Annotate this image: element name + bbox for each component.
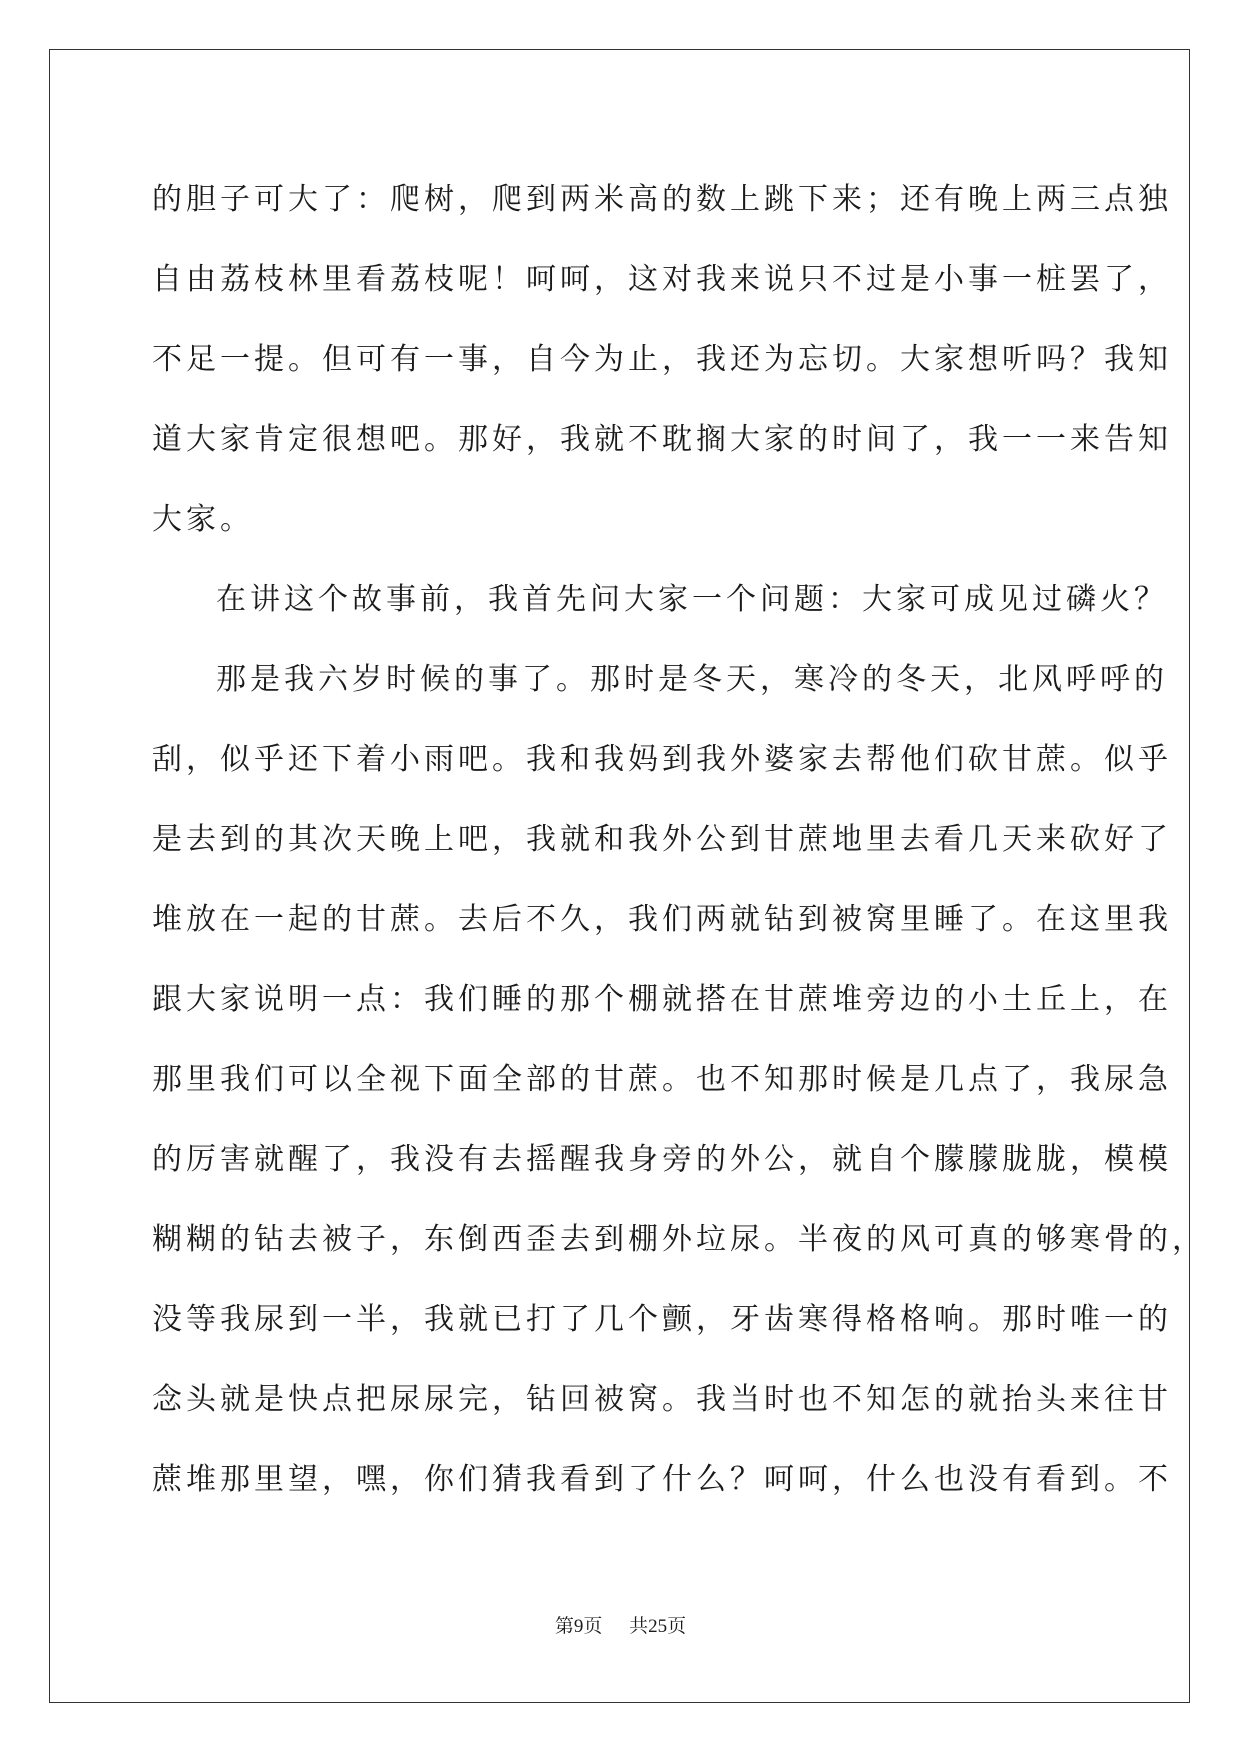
page-footer xyxy=(0,1611,1241,1638)
text-line: 的胆子可大了：爬树，爬到两米高的数上跳下来；还有晚上两三点独 xyxy=(152,182,1172,217)
paragraph-3 xyxy=(152,640,1206,1520)
text-line: 没等我尿到一半，我就已打了几个颤，牙齿寒得格格响。那时唯一的 xyxy=(152,1302,1172,1337)
text-line: 的厉害就醒了，我没有去摇醒我身旁的外公，就自个朦朦胧胧，模模 xyxy=(152,1142,1172,1177)
text-line: 刮，似乎还下着小雨吧。我和我妈到我外婆家去帮他们砍甘蔗。似乎 xyxy=(152,742,1172,777)
paragraph-2 xyxy=(152,560,1168,640)
text-line: 堆放在一起的甘蔗。去后不久，我们两就钻到被窝里睡了。在这里我 xyxy=(152,902,1172,937)
page-number: 第9页 xyxy=(554,1616,603,1637)
text-line: 跟大家说明一点：我们睡的那个棚就搭在甘蔗堆旁边的小土丘上，在 xyxy=(152,982,1172,1017)
text-line: 不足一提。但可有一事，自今为止，我还为忘切。大家想听吗？我知 xyxy=(152,342,1172,377)
body-text xyxy=(152,160,1206,1520)
text-line: 自由荔枝林里看荔枝呢！呵呵，这对我来说只不过是小事一桩罢了， xyxy=(152,262,1172,297)
text-line: 在讲这个故事前，我首先问大家一个问题：大家可成见过磷火？ xyxy=(216,582,1168,617)
text-line: 道大家肯定很想吧。那好，我就不耽搁大家的时间了，我一一来告知 xyxy=(152,422,1172,457)
text-line: 大家。 xyxy=(152,502,254,537)
text-line: 念头就是快点把尿尿完，钻回被窝。我当时也不知怎的就抬头来往甘 xyxy=(152,1382,1172,1417)
paragraph-1 xyxy=(152,160,1172,560)
text-line: 糊糊的钻去被子，东倒西歪去到棚外垃尿。半夜的风可真的够寒骨的， xyxy=(152,1222,1206,1257)
text-line: 那里我们可以全视下面全部的甘蔗。也不知那时候是几点了，我尿急 xyxy=(152,1062,1172,1097)
total-pages: 共25页 xyxy=(629,1616,687,1637)
text-line: 那是我六岁时候的事了。那时是冬天，寒冷的冬天，北风呼呼的 xyxy=(216,662,1168,697)
text-line: 是去到的其次天晚上吧，我就和我外公到甘蔗地里去看几天来砍好了 xyxy=(152,822,1172,857)
text-line: 蔗堆那里望，嘿，你们猜我看到了什么？呵呵，什么也没有看到。不 xyxy=(152,1462,1172,1497)
